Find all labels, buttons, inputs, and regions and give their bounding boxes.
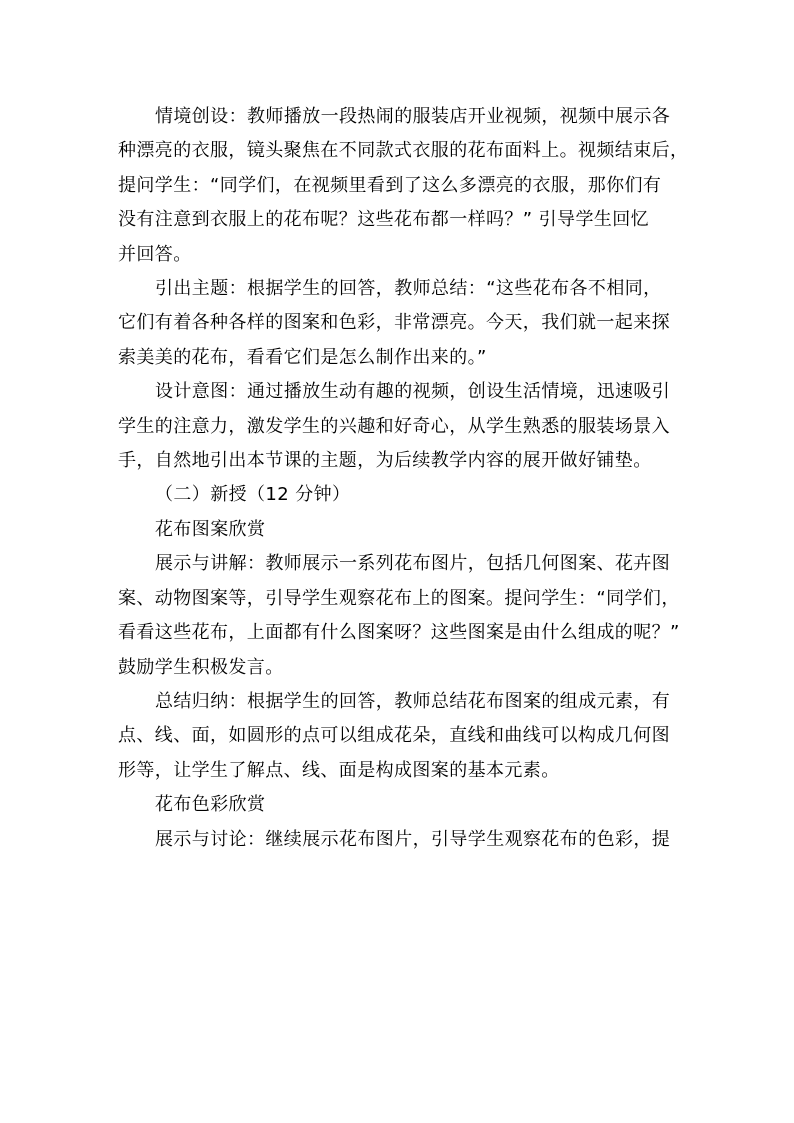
paragraph-scenario [118, 100, 689, 272]
text-line: 看看这些花布，上面都有什么图案呀？这些图案是由什么组成的呢？” [118, 622, 680, 644]
subheading-color-appreciation [118, 788, 680, 822]
text-line: 引出主题：根据学生的回答，教师总结：“这些花布各不相同， [155, 278, 662, 300]
text-line: 展示与讨论：继续展示花布图片，引导学生观察花布的色彩，提 [155, 828, 671, 850]
subheading-pattern-appreciation [118, 513, 680, 547]
document-page [118, 100, 689, 857]
text-line: 花布图案欣赏 [155, 518, 266, 540]
paragraph-introduce-theme [118, 272, 680, 375]
text-line: 形等，让学生了解点、线、面是构成图案的基本元素。 [118, 759, 560, 781]
text-line: 案、动物图案等，引导学生观察花布上的图案。提问学生：“同学们， [118, 587, 680, 609]
paragraph-display-explain [118, 547, 680, 685]
paragraph-summary [118, 685, 680, 788]
text-line: 展示与讲解：教师展示一系列花布图片，包括几何图案、花卉图 [155, 553, 671, 575]
text-line: 设计意图：通过播放生动有趣的视频，创设生活情境，迅速吸引 [155, 381, 671, 403]
text-line: 点、线、面，如圆形的点可以组成花朵，直线和曲线可以构成几何图 [118, 725, 670, 747]
text-line: 并回答。 [118, 243, 192, 265]
text-line: 鼓励学生积极发言。 [118, 656, 284, 678]
paragraph-design-intent [118, 375, 680, 478]
text-line: 总结归纳：根据学生的回答，教师总结花布图案的组成元素，有 [155, 690, 671, 712]
text-line: 情境创设：教师播放一段热闹的服装店开业视频，视频中展示各 [155, 106, 671, 127]
text-line: 花布色彩欣赏 [155, 794, 266, 816]
text-line: （二）新授（12 分钟） [155, 484, 351, 506]
text-line: 它们有着各种各样的图案和色彩，非常漂亮。今天，我们就一起来探 [118, 312, 670, 334]
text-line: 手，自然地引出本节课的主题，为后续教学内容的展开做好铺垫。 [118, 450, 652, 472]
section-heading-new-lesson [118, 478, 680, 512]
text-line: 学生的注意力，激发学生的兴趣和好奇心，从学生熟悉的服装场景入 [118, 415, 670, 437]
text-line: 种漂亮的衣服，镜头聚焦在不同款式衣服的花布面料上。视频结束后， [118, 140, 689, 162]
text-line: 没有注意到衣服上的花布呢？这些花布都一样吗？” 引导学生回忆 [118, 209, 650, 231]
text-line: 索美美的花布，看看它们是怎么制作出来的。” [118, 346, 487, 368]
text-line: 提问学生：“同学们，在视频里看到了这么多漂亮的衣服，那你们有 [118, 174, 662, 196]
paragraph-display-discuss [118, 823, 680, 857]
